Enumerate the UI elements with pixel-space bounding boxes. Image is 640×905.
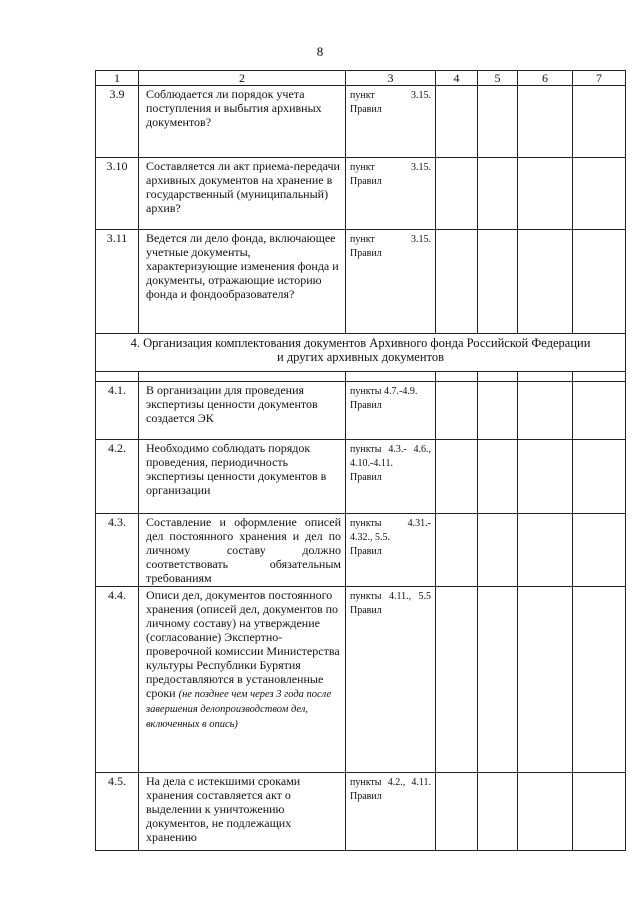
row-reference (346, 86, 436, 158)
empty-cell (573, 372, 626, 382)
row-reference (346, 773, 436, 851)
column-header: 7 (573, 71, 626, 86)
empty-cell (518, 514, 573, 587)
reference-line: пункты 4.31.- 4.32., 5.5. (350, 518, 431, 543)
row-question: В организации для проведения экспертизы ценности документов создается ЭК (139, 382, 346, 440)
empty-cell (518, 230, 573, 334)
empty-cell (478, 372, 518, 382)
row-number: 3.11 (96, 230, 139, 334)
reference-line: Правил (350, 176, 382, 187)
reference-line: Правил (350, 400, 382, 411)
reference-line: пункты 4.11., 5.5 Правил (350, 591, 431, 616)
column-header: 1 (96, 71, 139, 86)
row-question: Ведется ли дело фонда, включающее учетные документы, характеризующие изменения фонда и документы, отражающие историю фонда и фондообразователя? (139, 230, 346, 334)
row-question: Составляется ли акт приема-передачи архивных документов на хранение в государственный (муниципальный) архив? (139, 158, 346, 230)
row-reference (346, 382, 436, 440)
table-row (96, 773, 626, 851)
column-header: 3 (346, 71, 436, 86)
section-header-row (96, 334, 626, 372)
empty-cell (478, 230, 518, 334)
empty-cell (478, 86, 518, 158)
empty-cell (436, 158, 478, 230)
empty-cell (436, 382, 478, 440)
row-number: 3.9 (96, 86, 139, 158)
table-row (96, 382, 626, 440)
section-title-line: и других архивных документов (277, 350, 444, 364)
row-number: 4.1. (96, 382, 139, 440)
empty-cell (518, 372, 573, 382)
row-number: 3.10 (96, 158, 139, 230)
empty-cell (478, 514, 518, 587)
empty-cell (436, 587, 478, 773)
reference-line: пункты 4.3.- 4.6., 4.10.-4.11. (350, 444, 431, 469)
row-question: Необходимо соблюдать порядок проведения, периодичность экспертизы ценности документов в организации (139, 440, 346, 514)
empty-cell (436, 86, 478, 158)
empty-cell (478, 587, 518, 773)
reference-line: Правил (350, 248, 382, 259)
empty-cell (573, 86, 626, 158)
reference-line: Правил (350, 472, 382, 483)
empty-cell (96, 372, 139, 382)
column-header: 6 (518, 71, 573, 86)
table-row (96, 230, 626, 334)
row-question (139, 587, 346, 773)
empty-cell (436, 372, 478, 382)
section-title-line: 4. Организация комплектования документов Архивного фонда Российской Федерации (130, 336, 591, 350)
inspection-checklist-table (95, 70, 626, 851)
question-text: Описи дел, документов постоянного хранения (описей дел, документов по личному составу) на утверждение (согласование) Экспертно-проверочной комиссии Министерства культуры Республики Бурятия предоставляются в установленные сроки (146, 588, 340, 700)
row-reference (346, 158, 436, 230)
page-number: 8 (316, 44, 324, 59)
empty-cell (573, 587, 626, 773)
row-number: 4.4. (96, 587, 139, 773)
empty-cell (436, 514, 478, 587)
row-number: 4.2. (96, 440, 139, 514)
empty-cell (478, 158, 518, 230)
empty-cell (478, 382, 518, 440)
empty-cell (518, 158, 573, 230)
table-row (96, 587, 626, 773)
reference-line: пункты 4.7.-4.9. (350, 386, 418, 397)
table-row (96, 86, 626, 158)
table-row (96, 440, 626, 514)
table-row (96, 158, 626, 230)
section-title (96, 334, 626, 372)
empty-cell (518, 382, 573, 440)
empty-cell (436, 230, 478, 334)
empty-cell (573, 382, 626, 440)
spacer-row (96, 372, 626, 382)
reference-line: пункт 3.15. (350, 90, 431, 101)
empty-cell (573, 158, 626, 230)
column-header: 5 (478, 71, 518, 86)
empty-cell (139, 372, 346, 382)
table-row (96, 514, 626, 587)
row-question: Составление и оформление описей дел постоянного хранения и дел по личному составу должно соответствовать обязательным требованиям (139, 514, 346, 587)
empty-cell (478, 440, 518, 514)
column-header-row (96, 71, 626, 86)
empty-cell (346, 372, 436, 382)
row-number: 4.5. (96, 773, 139, 851)
empty-cell (478, 773, 518, 851)
row-reference (346, 230, 436, 334)
empty-cell (573, 773, 626, 851)
empty-cell (573, 440, 626, 514)
empty-cell (436, 773, 478, 851)
empty-cell (573, 514, 626, 587)
empty-cell (518, 587, 573, 773)
reference-line: пункты 4.2., 4.11. Правил (350, 777, 431, 802)
row-number: 4.3. (96, 514, 139, 587)
empty-cell (436, 440, 478, 514)
empty-cell (518, 773, 573, 851)
question-note: (не позднее чем через 3 года после завершения делопроизводством дел, включенных в опись) (146, 689, 332, 730)
empty-cell (573, 230, 626, 334)
row-reference (346, 514, 436, 587)
column-header: 4 (436, 71, 478, 86)
column-header: 2 (139, 71, 346, 86)
reference-line: пункт 3.15. (350, 162, 431, 173)
row-reference (346, 587, 436, 773)
row-question: На дела с истекшими сроками хранения составляется акт о выделении к уничтожению документов, не подлежащих хранению (139, 773, 346, 851)
empty-cell (518, 86, 573, 158)
reference-line: Правил (350, 104, 382, 115)
empty-cell (518, 440, 573, 514)
row-reference (346, 440, 436, 514)
reference-line: Правил (350, 546, 382, 557)
row-question: Соблюдается ли порядок учета поступления и выбытия архивных документов? (139, 86, 346, 158)
reference-line: пункт 3.15. (350, 234, 431, 245)
